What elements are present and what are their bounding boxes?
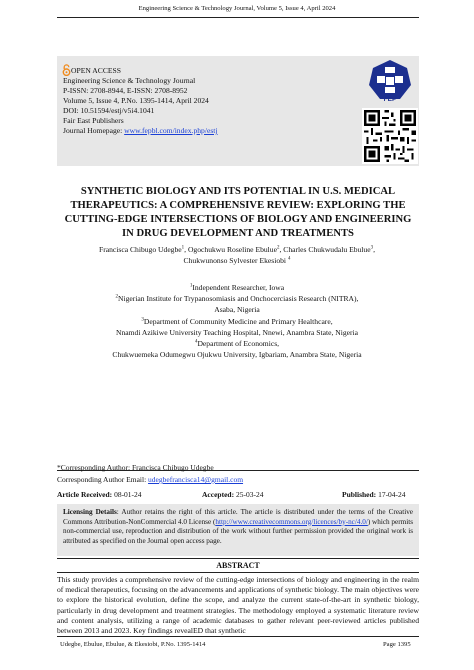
affiliation-sup: 4: [194, 339, 198, 345]
qr-code[interactable]: [362, 108, 418, 164]
header-rule: [57, 17, 419, 18]
affiliation-line: Department of Economics,: [197, 339, 280, 349]
affiliation-line: Chukwuemeka Odumegwu Ojukwu University, Igbariam, Anambra State, Nigeria: [112, 350, 362, 360]
homepage-link[interactable]: www.fepbl.com/index.php/estj: [124, 126, 218, 135]
accepted-label: Accepted:: [202, 490, 235, 499]
issn: P-ISSN: 2708-8944, E-ISSN: 2708-8952: [63, 86, 188, 95]
published-label: Published:: [342, 490, 377, 499]
paper-title: SYNTHETIC BIOLOGY AND ITS POTENTIAL IN U.S. MEDICAL THERAPEUTICS: A COMPREHENSIVE REVIEW: EXPLORING THE CUTTING-EDGE INTERSECTIONS OF BIOLOGY AND ENGINEERING IN DRUG DEVELOPMENT AND TREATMENTS: [64, 186, 412, 239]
received-value: 08-01-24: [114, 490, 142, 499]
fep-logo-label: FEP: [383, 96, 397, 103]
author-name: Charles Chukwudalu Ebulue: [283, 245, 371, 254]
affiliation-line: Department of Community Medicine and Primary Healthcare,: [143, 316, 333, 326]
fep-logo: [368, 59, 412, 101]
received-label: Article Received:: [57, 490, 113, 499]
affiliation-line: Nnamdi Azikiwe University Teaching Hospital, Nnewi, Anambra State, Nigeria: [115, 327, 359, 337]
affiliation-line: Nigerian Institute for Trypanosomiasis and Onchocerciasis Research (NITRA),: [118, 294, 359, 304]
author-name: Ogochukwu Roseline Ebulue: [187, 245, 277, 254]
abstract-heading: ABSTRACT: [57, 558, 419, 573]
accepted-date: [202, 490, 263, 499]
open-access-lock-icon: [62, 64, 71, 76]
affiliation-line: Asaba, Nigeria: [214, 305, 260, 315]
open-access-label: OPEN ACCESS: [71, 66, 122, 75]
received-date: [57, 490, 142, 499]
author-sup: 2: [276, 245, 280, 251]
journal-homepage: [63, 126, 218, 136]
affiliation: [54, 316, 420, 338]
homepage-label: Journal Homepage:: [63, 126, 125, 135]
author-sup: 1: [181, 245, 185, 251]
author-sup: 4: [287, 255, 291, 261]
affiliation: [54, 293, 420, 315]
license-text: [63, 508, 413, 546]
corresponding-email-line: [57, 475, 243, 484]
corresponding-author: *Corresponding Author: Francisca Chibugo Udegbe: [57, 463, 214, 472]
affiliations: [54, 282, 420, 360]
published-date: [342, 490, 406, 499]
volume-info: Volume 5, Issue 4, P.No. 1395-1414, April 2024: [63, 96, 209, 105]
license-box: [57, 504, 419, 556]
published-value: 17-04-24: [378, 490, 406, 499]
publisher: Fair East Publishers: [63, 116, 124, 125]
footer-authors: Udegbe, Ebulue, Ebulue, & Ekesiobi, P.No. 1395-1414: [60, 641, 206, 648]
license-text-before: : Author retains the right of this article. The article is distributed under the terms of the Creative Commons Attribution-NonCommercial 4.0 License (: [63, 508, 413, 526]
license-text-after: ) which permits non-commercial use, reproduction and distribution of the work without further permission provided the original work is attributed as specified on the Journal open access page.: [63, 517, 413, 545]
abstract-text: This study provides a comprehensive review of the cutting-edge intersections of biology and engineering in the realm of medical therapeutics, focusing on the advancements and applications of synthetic biology. The main objectives were to explore the historical evolution, define the scope, and analyze the current state-of-the-art in synthetic biology, particularly in drug development and treatment strategies. The methodology employed a systematic literature review and content analysis, utilizing a range of academic databases to gather relevant peer-reviewed articles published between 2013 and 2023. Key findings revealED that synthetic: [57, 575, 419, 636]
page-number: Page 1395: [383, 641, 411, 648]
accepted-value: 25-03-24: [235, 490, 264, 499]
affiliation-sup: 1: [189, 283, 193, 289]
affiliation-sup: 3: [141, 317, 144, 323]
license-link[interactable]: http://www.creativecommons.org/licences/by-nc/4.0/: [215, 517, 368, 526]
author-list: Francisca Chibugo Udegbe$^1$, Ogochukwu Roseline Ebulue$^2$, Charles Chukwudalu Ebulue$^3$, Chukwunonso Sylvester Ekesiobi $^4$: [98, 245, 375, 265]
affiliation-line: Independent Researcher, Iowa: [192, 283, 285, 292]
email-link[interactable]: udegbefrancisca14@gmail.com: [148, 475, 244, 484]
affiliation-sup: 2: [115, 294, 119, 300]
license-label: Licensing Details: [63, 508, 117, 516]
running-head: Engineering Science & Technology Journal, Volume 5, Issue 4, April 2024: [138, 5, 336, 12]
email-label: Corresponding Author Email:: [57, 475, 149, 484]
author-name: Francisca Chibugo Udegbe: [98, 245, 182, 254]
journal-name: Engineering Science & Technology Journal: [63, 76, 196, 85]
footer-rule: [57, 636, 419, 637]
author-sup: 3: [370, 245, 374, 251]
affiliation: [54, 338, 420, 360]
author-name: Chukwunonso Sylvester Ekesiobi: [183, 255, 287, 265]
doi: DOI: 10.51594/estj/v5i4.1041: [63, 106, 155, 115]
affiliation: [54, 282, 420, 293]
